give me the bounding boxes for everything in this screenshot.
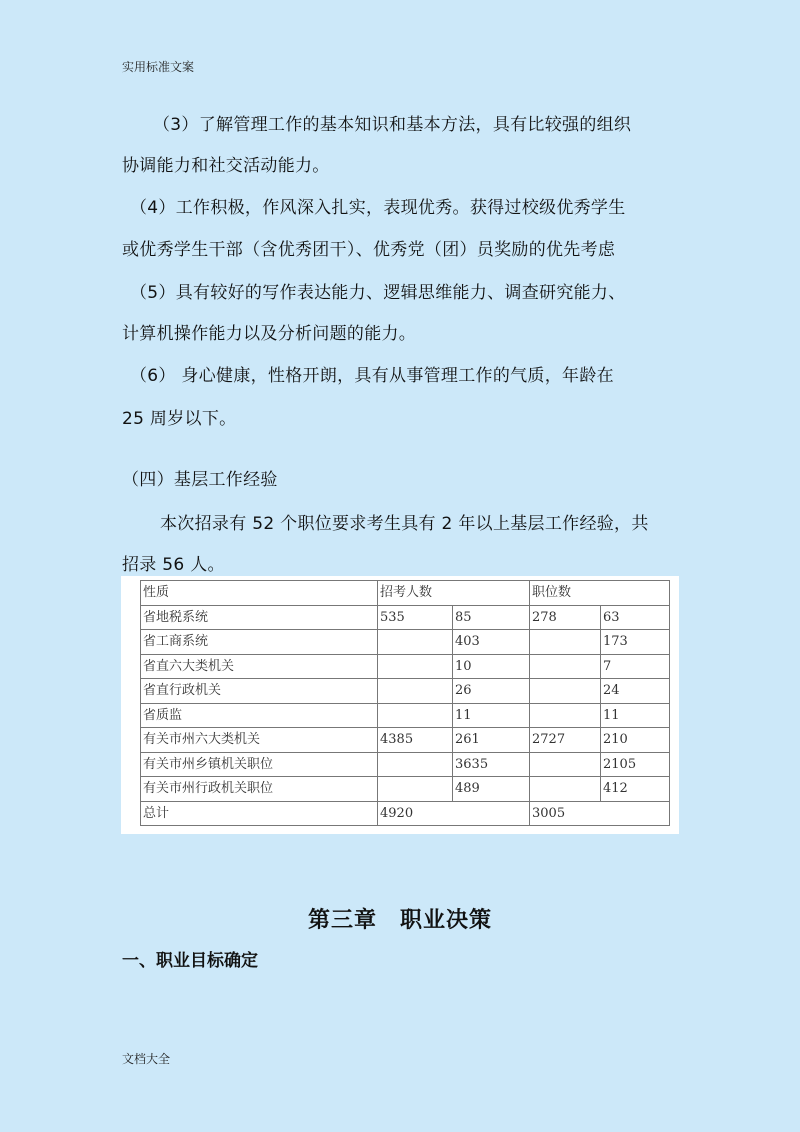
chapter-title: 第三章 职业决策 — [307, 908, 492, 933]
table-cell: 省直行政机关 — [141, 679, 378, 704]
table-cell: 有关市州乡镇机关职位 — [141, 752, 378, 777]
table-cell — [530, 630, 601, 655]
table-row — [141, 703, 670, 728]
paragraph-line: （6） 身心健康，性格开朗，具有从事管理工作的气质，年龄在 — [130, 366, 614, 386]
table-cell: 4920 — [378, 801, 530, 826]
table-cell: 有关市州行政机关职位 — [141, 777, 378, 802]
table-cell: 403 — [453, 630, 530, 655]
table-cell: 3005 — [530, 801, 670, 826]
table-cell — [378, 777, 453, 802]
table-cell — [378, 703, 453, 728]
paragraph-line: 协调能力和社交活动能力。 — [122, 156, 330, 176]
table-total-row — [141, 801, 670, 826]
table-row — [141, 752, 670, 777]
table-cell — [530, 679, 601, 704]
paragraph-line: 或优秀学生干部（含优秀团干）、优秀党（团）员奖励的优先考虑 — [122, 240, 616, 260]
table-header-row — [141, 581, 670, 606]
table-cell — [378, 679, 453, 704]
table-cell: 261 — [453, 728, 530, 753]
table-row — [141, 777, 670, 802]
table-cell: 24 — [601, 679, 670, 704]
table-cell: 535 — [378, 605, 453, 630]
table-cell — [530, 777, 601, 802]
table-cell: 11 — [601, 703, 670, 728]
table-cell: 489 — [453, 777, 530, 802]
page-footer: 文档大全 — [122, 1052, 171, 1066]
table-header-cell: 性质 — [141, 581, 378, 606]
table-row — [141, 605, 670, 630]
recruitment-table — [140, 580, 670, 826]
table-cell: 85 — [453, 605, 530, 630]
table-cell: 省地税系统 — [141, 605, 378, 630]
table-row — [141, 728, 670, 753]
table-cell: 省质监 — [141, 703, 378, 728]
paragraph-line: （3）了解管理工作的基本知识和基本方法，具有比较强的组织 — [153, 115, 632, 135]
table-cell: 省直六大类机关 — [141, 654, 378, 679]
section-title: 一、职业目标确定 — [122, 951, 258, 971]
table-cell: 有关市州六大类机关 — [141, 728, 378, 753]
table-cell: 2105 — [601, 752, 670, 777]
table-cell: 173 — [601, 630, 670, 655]
table-cell: 210 — [601, 728, 670, 753]
table-cell: 7 — [601, 654, 670, 679]
table-cell: 省工商系统 — [141, 630, 378, 655]
paragraph-line: 招录 56 人。 — [122, 555, 225, 575]
table-cell — [378, 752, 453, 777]
page-header: 实用标准文案 — [122, 60, 195, 74]
table-cell — [378, 630, 453, 655]
table-header-cell: 职位数 — [530, 581, 670, 606]
paragraph-line: 本次招录有 52 个职位要求考生具有 2 年以上基层工作经验，共 — [160, 514, 649, 534]
table-row — [141, 630, 670, 655]
table-cell: 总计 — [141, 801, 378, 826]
table-header-cell: 招考人数 — [378, 581, 530, 606]
table-cell — [530, 703, 601, 728]
paragraph-line: （4）工作积极，作风深入扎实，表现优秀。获得过校级优秀学生 — [130, 198, 626, 218]
table-row — [141, 654, 670, 679]
paragraph-line: （5）具有较好的写作表达能力、逻辑思维能力、调查研究能力、 — [130, 283, 626, 303]
subsection-heading: （四）基层工作经验 — [122, 470, 278, 490]
paragraph-line: 计算机操作能力以及分析问题的能力。 — [122, 324, 417, 344]
table-cell: 63 — [601, 605, 670, 630]
table-cell — [378, 654, 453, 679]
table-cell: 10 — [453, 654, 530, 679]
table-cell: 3635 — [453, 752, 530, 777]
table-cell: 412 — [601, 777, 670, 802]
table-cell — [530, 752, 601, 777]
table-cell — [530, 654, 601, 679]
table-cell: 26 — [453, 679, 530, 704]
table-row — [141, 679, 670, 704]
recruitment-table-image — [121, 576, 679, 834]
table-cell: 278 — [530, 605, 601, 630]
table-cell: 4385 — [378, 728, 453, 753]
table-cell: 11 — [453, 703, 530, 728]
table-cell: 2727 — [530, 728, 601, 753]
paragraph-line: 25 周岁以下。 — [122, 409, 237, 429]
